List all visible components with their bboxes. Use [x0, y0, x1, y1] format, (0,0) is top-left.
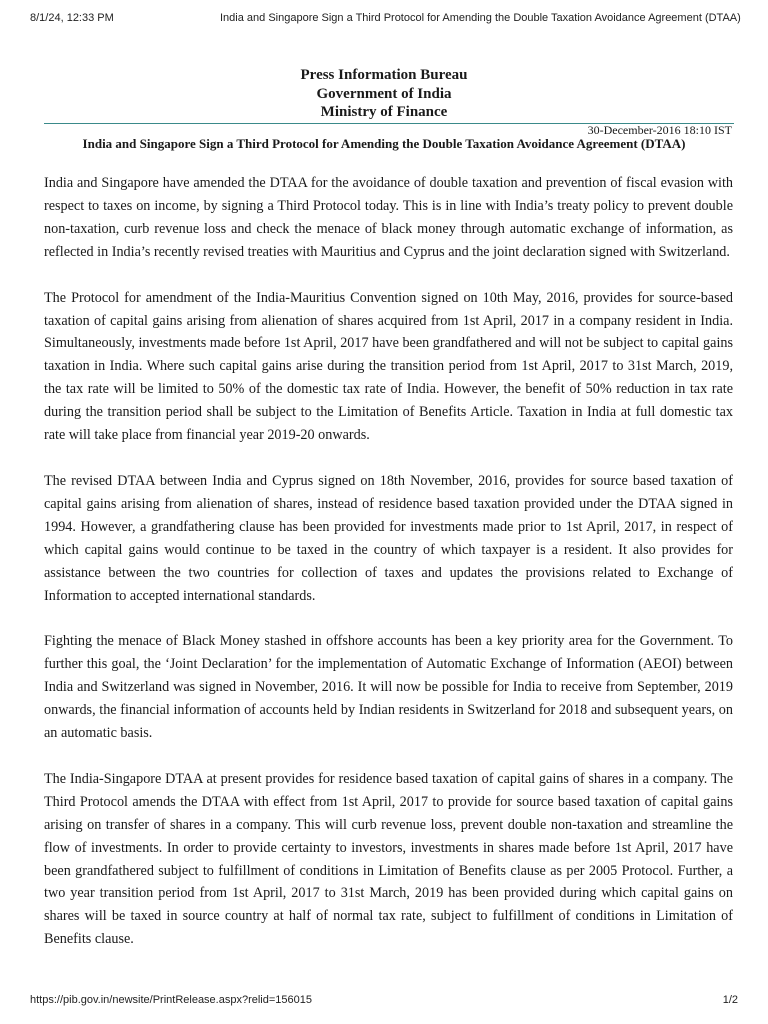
- body-paragraph: Fighting the menace of Black Money stashed in offshore accounts has been a key priority area for the Government. To further this goal, the ‘Joint Declaration’ for the implementation of Automatic Exchange of Information (AEOI) between India and Switzerland was signed in November, 2016. It will now be possible for India to receive from September, 2019 onwards, the financial information of accounts held by Indian residents in Switzerland for 2018 and subsequent years, on an automatic basis.: [44, 633, 733, 742]
- org-header: [0, 66, 768, 122]
- print-datetime: 8/1/24, 12:33 PM: [30, 12, 114, 24]
- release-body: [44, 172, 733, 974]
- body-paragraph: The revised DTAA between India and Cyprus signed on 18th November, 2016, provides for source based taxation of capital gains arising from alienation of shares, instead of residence based taxation provided under the DTAA signed in 1994. However, a grandfathering clause has been provided for investments made prior to 1st April, 2017, in respect of which capital gains would continue to be taxed in the country of which taxpayer is a resident. It also provides for assistance between the two countries for collection of taxes and updates the provisions related to Exchange of Information to accepted international standards.: [44, 472, 733, 604]
- body-paragraph: The Protocol for amendment of the India-Mauritius Convention signed on 10th May, 2016, provides for source-based taxation of capital gains arising from alienation of shares acquired from 1st April, 2017 in a company resident in India. Simultaneously, investments made before 1st April, 2017 have been grandfathered and will not be subject to capital gains taxation in India. Where such capital gains arise during the transition period from 1st April, 2017 to 31st March, 2019, the tax rate will be limited to 50% of the domestic tax rate of India. However, the benefit of 50% reduction in tax rate during the transition period shall be subject to the Limitation of Benefits Article. Taxation in India at full domestic tax rate will take place from financial year 2019-20 onwards.: [44, 289, 733, 444]
- org-government: Government of India: [316, 85, 452, 102]
- print-footer: [30, 994, 738, 1006]
- print-page-title: India and Singapore Sign a Third Protocol for Amending the Double Taxation Avoidance Agreement (DTAA): [220, 12, 741, 24]
- release-date: 30-December-2016 18:10 IST: [587, 123, 732, 137]
- page-url[interactable]: https://pib.gov.in/newsite/PrintRelease.aspx?relid=156015: [30, 994, 312, 1006]
- org-name: Press Information Bureau: [300, 67, 468, 83]
- body-paragraph: The India-Singapore DTAA at present provides for residence based taxation of capital gains of shares in a company. The Third Protocol amends the DTAA with effect from 1st April, 2017 to provide for source based taxation of capital gains arising on transfer of shares in a company. This will curb revenue loss, prevent double non-taxation and streamline the flow of investments. In order to provide certainty to investors, investments in shares made before 1st April, 2017 have been grandfathered subject to fulfillment of conditions in Limitation of Benefits clause as per 2005 Protocol. Further, a two year transition period from 1st April, 2017 to 31st March, 2019 has been provided during which capital gains on shares will be taxed in source country at half of normal tax rate, subject to fulfillment of conditions in Limitation of Benefits clause.: [44, 770, 733, 948]
- page-number: 1/2: [722, 994, 738, 1006]
- body-paragraph: India and Singapore have amended the DTAA for the avoidance of double taxation and prevention of fiscal evasion with respect to taxes on income, by signing a Third Protocol today. This is in line with India’s treaty policy to prevent double non-taxation, curb revenue loss and check the menace of black money through automatic exchange of information, as reflected in India’s recently revised treaties with Mauritius and Cyprus and the joint declaration signed with Switzerland.: [44, 175, 733, 260]
- release-title: India and Singapore Sign a Third Protocol for Amending the Double Taxation Avoidance Agreement (DTAA): [82, 136, 686, 151]
- org-ministry: Ministry of Finance: [320, 104, 448, 120]
- print-header: [30, 12, 741, 26]
